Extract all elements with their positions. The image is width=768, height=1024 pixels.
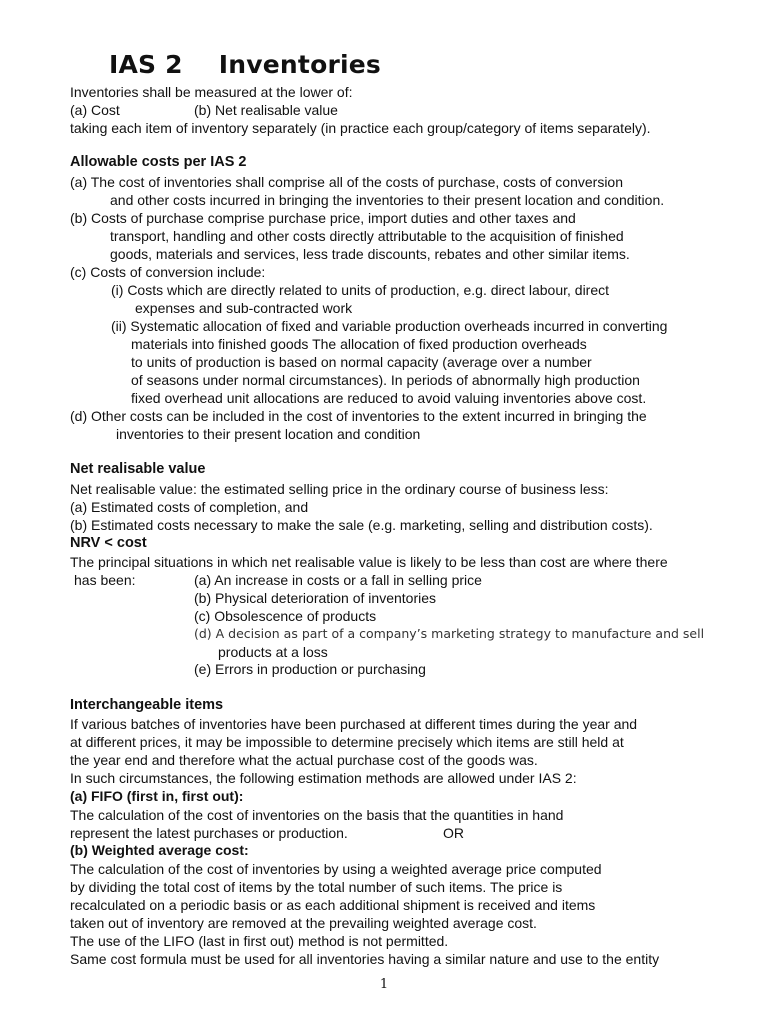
list-item: (b) Physical deterioration of inventories bbox=[194, 590, 437, 606]
page-number: 1 bbox=[379, 977, 389, 992]
paragraph-line: The use of the LIFO (last in first out) method is not permitted. bbox=[70, 933, 449, 949]
paragraph-line: (i) Costs which are directly related to units of production, e.g. direct labour, direct bbox=[111, 282, 610, 298]
title-name: Inventories bbox=[218, 50, 381, 79]
list-item: products at a loss bbox=[218, 644, 328, 660]
paragraph-line: In such circumstances, the following estimation methods are allowed under IAS 2: bbox=[70, 770, 577, 786]
intro-nrv: (b) Net realisable value bbox=[194, 102, 338, 118]
paragraph-line: represent the latest purchases or production. bbox=[70, 825, 348, 841]
paragraph-line: recalculated on a periodic basis or as each additional shipment is received and items bbox=[70, 897, 596, 913]
method-heading: (a) FIFO (first in, first out): bbox=[70, 788, 244, 804]
paragraph-line: taken out of inventory are removed at the prevailing weighted average cost. bbox=[70, 915, 537, 931]
paragraph-line: the year end and therefore what the actual purchase cost of the goods was. bbox=[70, 752, 538, 768]
paragraph-line: The principal situations in which net realisable value is likely to be less than cost are where there bbox=[70, 554, 668, 570]
paragraph-line: transport, handling and other costs directly attributable to the acquisition of finished bbox=[110, 228, 624, 244]
paragraph-line: Same cost formula must be used for all inventories having a similar nature and use to the entity bbox=[70, 951, 660, 967]
paragraph-line: at different prices, it may be impossible to determine precisely which items are still held at bbox=[70, 734, 624, 750]
subsection-heading: NRV < cost bbox=[70, 535, 147, 551]
paragraph-line: (d) Other costs can be included in the cost of inventories to the extent incurred in bringing the bbox=[70, 408, 647, 424]
intro-line: taking each item of inventory separately (in practice each group/category of items separately). bbox=[70, 120, 651, 136]
section-heading: Net realisable value bbox=[70, 461, 206, 477]
paragraph-line: Net realisable value: the estimated selling price in the ordinary course of business less: bbox=[70, 481, 609, 497]
list-item: (c) Obsolescence of products bbox=[194, 608, 377, 624]
section-heading: Allowable costs per IAS 2 bbox=[70, 154, 247, 170]
title-code: IAS 2 bbox=[109, 50, 183, 79]
paragraph-line: (a) Estimated costs of completion, and bbox=[70, 499, 309, 515]
paragraph-line: (b) Estimated costs necessary to make the sale (e.g. marketing, selling and distribution costs). bbox=[70, 517, 653, 533]
paragraph-line: (b) Costs of purchase comprise purchase price, import duties and other taxes and bbox=[70, 210, 576, 226]
paragraph-line: expenses and sub-contracted work bbox=[135, 300, 353, 316]
paragraph-line: inventories to their present location and condition bbox=[116, 426, 421, 442]
intro-cost: (a) Cost bbox=[70, 102, 120, 118]
list-item: (d) A decision as part of a company’s marketing strategy to manufacture and sell bbox=[194, 626, 705, 641]
paragraph-line: goods, materials and services, less trade discounts, rebates and other similar items. bbox=[110, 246, 630, 262]
paragraph-line: If various batches of inventories have been purchased at different times during the year and bbox=[70, 716, 638, 732]
paragraph-line: to units of production is based on normal capacity (average over a number bbox=[131, 354, 592, 370]
paragraph-line: (ii) Systematic allocation of fixed and variable production overheads incurred in converting bbox=[111, 318, 668, 334]
intro-line: Inventories shall be measured at the lower of: bbox=[70, 84, 353, 100]
method-heading: (b) Weighted average cost: bbox=[70, 842, 249, 858]
paragraph-line: (a) The cost of inventories shall comprise all of the costs of purchase, costs of conversion bbox=[70, 174, 623, 190]
paragraph-line: has been: bbox=[74, 572, 136, 588]
paragraph-line: The calculation of the cost of inventories on the basis that the quantities in hand bbox=[70, 807, 564, 823]
paragraph-line: The calculation of the cost of inventories by using a weighted average price computed bbox=[70, 861, 602, 877]
paragraph-line: materials into finished goods The allocation of fixed production overheads bbox=[131, 336, 587, 352]
section-heading: Interchangeable items bbox=[70, 697, 224, 713]
paragraph-line: and other costs incurred in bringing the inventories to their present location and condition. bbox=[110, 192, 665, 208]
page-title bbox=[109, 50, 381, 79]
paragraph-line: (c) Costs of conversion include: bbox=[70, 264, 266, 280]
paragraph-line: by dividing the total cost of items by the total number of such items. The price is bbox=[70, 879, 563, 895]
list-item: (a) An increase in costs or a fall in selling price bbox=[194, 572, 482, 588]
paragraph-line: of seasons under normal circumstances). In periods of abnormally high production bbox=[131, 372, 640, 388]
paragraph-line: fixed overhead unit allocations are reduced to avoid valuing inventories above cost. bbox=[131, 390, 647, 406]
or-label: OR bbox=[443, 825, 464, 841]
list-item: (e) Errors in production or purchasing bbox=[194, 661, 426, 677]
